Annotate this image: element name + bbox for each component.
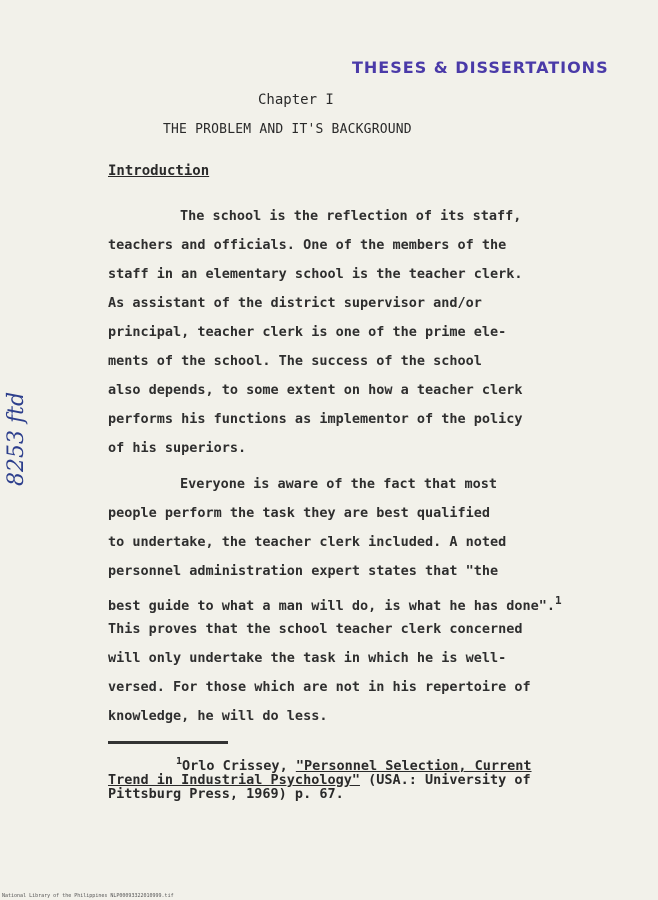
paragraph-line: principal, teacher clerk is one of the prime ele- <box>108 324 507 340</box>
paragraph-1 <box>108 202 523 463</box>
paragraph-line: knowledge, he will do less. <box>108 708 328 724</box>
footnote-title-part2: Trend in Industrial Psychology" <box>108 772 360 788</box>
paragraph-line: This proves that the school teacher clerk concerned <box>108 621 523 637</box>
footnote-title-part1: "Personnel Selection, Current <box>295 758 532 774</box>
paragraph-line: people perform the task they are best qualified <box>108 505 491 521</box>
paragraph-line: will only undertake the task in which he is well- <box>108 650 507 666</box>
paragraph-line: of his superiors. <box>108 440 247 456</box>
paragraph-line: The school is the reflection of its staff, <box>180 208 522 224</box>
paragraph-line-text: best guide to what a man will do, is what he has done". <box>108 598 556 614</box>
paragraph-line: Everyone is aware of the fact that most <box>180 476 497 492</box>
footnote-line-3: Pittsburg Press, 1969) p. 67. <box>108 786 344 802</box>
footnote-line-1 <box>108 755 532 773</box>
paragraph-line: teachers and officials. One of the members of the <box>108 237 507 253</box>
paragraph-line: personnel administration expert states that "the <box>108 563 499 579</box>
footnote-author: Orlo Crissey, <box>182 758 296 774</box>
paragraph-line: also depends, to some extent on how a teacher clerk <box>108 382 523 398</box>
footnote-divider <box>108 741 228 744</box>
scan-footer-strip: National Library of the Philippines NLP00093322010999.tif <box>2 893 174 899</box>
paragraph-line: staff in an elementary school is the teacher clerk. <box>108 266 523 282</box>
chapter-label: Chapter I <box>258 92 334 108</box>
paragraph-line: to undertake, the teacher clerk included. A noted <box>108 534 507 550</box>
paragraph-line: ments of the school. The success of the school <box>108 353 482 369</box>
margin-note-text: 8253 ftd <box>4 391 29 486</box>
section-heading: Introduction <box>108 163 210 179</box>
paragraph-line: versed. For those which are not in his repertoire of <box>108 679 531 695</box>
footnote-number: 1 <box>176 756 183 767</box>
footnote-publisher-part1: (USA.: University of <box>359 772 531 788</box>
paragraph-2 <box>108 470 562 731</box>
footnote-line-2 <box>108 773 532 787</box>
paragraph-line: As assistant of the district supervisor and/or <box>108 295 482 311</box>
chapter-title: THE PROBLEM AND IT'S BACKGROUND <box>163 122 412 137</box>
footnote-reference: 1 <box>555 594 562 607</box>
footnote <box>108 755 532 801</box>
paragraph-line: performs his functions as implementor of the policy <box>108 411 523 427</box>
paragraph-line-with-footnote-ref <box>108 586 562 615</box>
theses-dissertations-stamp: THESES & DISSERTATIONS <box>352 58 609 77</box>
margin-handwritten-note <box>4 358 32 486</box>
